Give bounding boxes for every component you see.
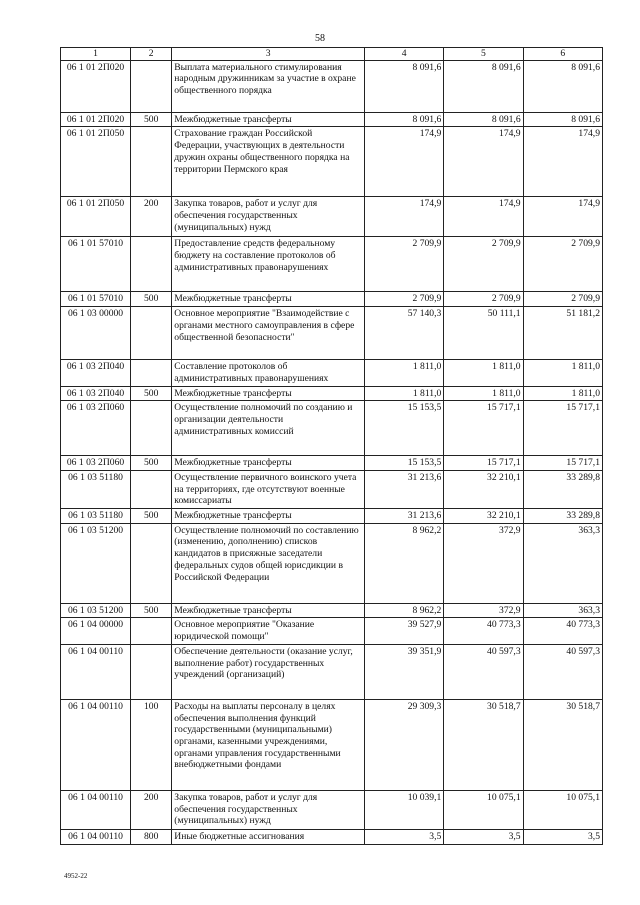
row-value-col6: 40 597,3 [523, 644, 602, 699]
row-value-col5: 10 075,1 [444, 790, 523, 829]
row-value-col5: 174,9 [444, 197, 523, 237]
row-expense-type [131, 307, 172, 360]
row-value-col4: 8 962,2 [364, 523, 443, 603]
row-name: Осуществление полномочий по созданию и организации деятельности административных комиссий [172, 401, 365, 456]
row-name: Осуществление полномочий по составлению (изменению, дополнению) списков кандидатов в присяжные заседатели федеральных судов общей юрисдикции в Российской Федерации [172, 523, 365, 603]
header-row [61, 48, 603, 61]
row-value-col4: 39 351,9 [364, 644, 443, 699]
row-value-col5: 30 518,7 [444, 699, 523, 790]
row-expense-type [131, 523, 172, 603]
row-name: Обеспечение деятельности (оказание услуг, выполнение работ) государственных учреждений (организаций) [172, 644, 365, 699]
row-value-col5: 32 210,1 [444, 509, 523, 524]
row-code: 06 1 04 00110 [61, 829, 131, 844]
row-value-col5: 8 091,6 [444, 60, 523, 112]
row-value-col5: 32 210,1 [444, 470, 523, 508]
row-value-col4: 10 039,1 [364, 790, 443, 829]
row-name: Межбюджетные трансферты [172, 292, 365, 307]
row-code: 06 1 03 51200 [61, 523, 131, 603]
column-header: 4 [364, 48, 443, 61]
row-value-col6: 174,9 [523, 197, 602, 237]
row-expense-type: 200 [131, 790, 172, 829]
row-code: 06 1 01 2П050 [61, 197, 131, 237]
row-value-col4: 3,5 [364, 829, 443, 844]
table-row [61, 603, 603, 618]
page-number: 58 [315, 33, 325, 44]
row-value-col6: 363,3 [523, 523, 602, 603]
table-row [61, 829, 603, 844]
row-expense-type: 500 [131, 112, 172, 127]
row-name: Межбюджетные трансферты [172, 456, 365, 471]
row-code: 06 1 03 2П040 [61, 386, 131, 401]
row-name: Составление протоколов об административных правонарушениях [172, 360, 365, 386]
row-value-col4: 15 153,5 [364, 401, 443, 456]
row-name: Межбюджетные трансферты [172, 112, 365, 127]
table-row [61, 127, 603, 197]
row-value-col4: 15 153,5 [364, 456, 443, 471]
row-value-col6: 3,5 [523, 829, 602, 844]
row-value-col4: 29 309,3 [364, 699, 443, 790]
row-expense-type: 500 [131, 386, 172, 401]
row-value-col4: 174,9 [364, 197, 443, 237]
row-code: 06 1 03 2П060 [61, 401, 131, 456]
row-value-col5: 1 811,0 [444, 360, 523, 386]
column-header: 3 [172, 48, 365, 61]
row-code: 06 1 04 00110 [61, 699, 131, 790]
row-name: Основное мероприятие "Оказание юридической помощи" [172, 618, 365, 644]
row-expense-type: 500 [131, 509, 172, 524]
row-name: Предоставление средств федеральному бюджету на составление протоколов об административных правонарушениях [172, 237, 365, 292]
table-row [61, 523, 603, 603]
table-row [61, 509, 603, 524]
row-value-col4: 57 140,3 [364, 307, 443, 360]
table-row [61, 360, 603, 386]
row-value-col6: 1 811,0 [523, 360, 602, 386]
table-row [61, 618, 603, 644]
row-expense-type: 800 [131, 829, 172, 844]
row-value-col5: 3,5 [444, 829, 523, 844]
row-expense-type [131, 237, 172, 292]
row-value-col5: 50 111,1 [444, 307, 523, 360]
budget-table [60, 47, 603, 845]
table-row [61, 112, 603, 127]
row-expense-type [131, 401, 172, 456]
row-value-col6: 15 717,1 [523, 456, 602, 471]
column-header: 6 [523, 48, 602, 61]
row-code: 06 1 03 00000 [61, 307, 131, 360]
row-value-col6: 33 289,8 [523, 509, 602, 524]
row-code: 06 1 03 51180 [61, 470, 131, 508]
row-code: 06 1 01 57010 [61, 292, 131, 307]
row-value-col5: 1 811,0 [444, 386, 523, 401]
row-expense-type [131, 127, 172, 197]
row-value-col6: 15 717,1 [523, 401, 602, 456]
row-value-col5: 40 597,3 [444, 644, 523, 699]
row-expense-type: 500 [131, 292, 172, 307]
row-value-col6: 2 709,9 [523, 237, 602, 292]
table-row [61, 237, 603, 292]
row-value-col6: 2 709,9 [523, 292, 602, 307]
column-header: 5 [444, 48, 523, 61]
row-name: Межбюджетные трансферты [172, 603, 365, 618]
row-code: 06 1 04 00000 [61, 618, 131, 644]
row-value-col6: 363,3 [523, 603, 602, 618]
row-name: Выплата материального стимулирования народным дружинникам за участие в охране общественного порядка [172, 60, 365, 112]
row-expense-type [131, 360, 172, 386]
row-code: 06 1 01 2П020 [61, 60, 131, 112]
table-row [61, 401, 603, 456]
row-name: Иные бюджетные ассигнования [172, 829, 365, 844]
row-value-col5: 15 717,1 [444, 456, 523, 471]
row-value-col5: 40 773,3 [444, 618, 523, 644]
row-value-col6: 174,9 [523, 127, 602, 197]
table-row [61, 386, 603, 401]
row-value-col5: 8 091,6 [444, 112, 523, 127]
row-value-col4: 1 811,0 [364, 360, 443, 386]
row-value-col5: 174,9 [444, 127, 523, 197]
row-value-col5: 372,9 [444, 603, 523, 618]
row-value-col6: 1 811,0 [523, 386, 602, 401]
row-value-col5: 372,9 [444, 523, 523, 603]
row-value-col4: 8 962,2 [364, 603, 443, 618]
row-value-col6: 8 091,6 [523, 112, 602, 127]
footer-code: 4952-22 [64, 872, 88, 880]
table-row [61, 644, 603, 699]
row-value-col5: 15 717,1 [444, 401, 523, 456]
row-expense-type [131, 470, 172, 508]
row-value-col6: 30 518,7 [523, 699, 602, 790]
row-expense-type: 500 [131, 603, 172, 618]
row-expense-type: 100 [131, 699, 172, 790]
table-row [61, 699, 603, 790]
row-code: 06 1 03 2П040 [61, 360, 131, 386]
row-expense-type [131, 644, 172, 699]
row-name: Расходы на выплаты персоналу в целях обеспечения выполнения функций государственными (муниципальными) органами, казенными учреждениями, органами управления государственными внебюджетными фондами [172, 699, 365, 790]
row-expense-type [131, 60, 172, 112]
row-value-col4: 2 709,9 [364, 237, 443, 292]
table-row [61, 292, 603, 307]
row-name: Страхование граждан Российской Федерации, участвующих в деятельности дружин охраны общественного порядка на территории Пермского края [172, 127, 365, 197]
row-code: 06 1 01 57010 [61, 237, 131, 292]
table-row [61, 470, 603, 508]
row-code: 06 1 01 2П020 [61, 112, 131, 127]
table-body [61, 60, 603, 844]
row-value-col5: 2 709,9 [444, 237, 523, 292]
row-expense-type [131, 618, 172, 644]
row-value-col5: 2 709,9 [444, 292, 523, 307]
row-code: 06 1 04 00110 [61, 644, 131, 699]
table-row [61, 307, 603, 360]
row-value-col4: 8 091,6 [364, 112, 443, 127]
row-expense-type: 200 [131, 197, 172, 237]
row-value-col6: 51 181,2 [523, 307, 602, 360]
row-code: 06 1 04 00110 [61, 790, 131, 829]
row-value-col4: 1 811,0 [364, 386, 443, 401]
row-value-col4: 8 091,6 [364, 60, 443, 112]
row-value-col4: 39 527,9 [364, 618, 443, 644]
column-header: 2 [131, 48, 172, 61]
row-code: 06 1 03 2П060 [61, 456, 131, 471]
table-row [61, 790, 603, 829]
row-value-col4: 31 213,6 [364, 509, 443, 524]
row-expense-type: 500 [131, 456, 172, 471]
row-code: 06 1 01 2П050 [61, 127, 131, 197]
column-header: 1 [61, 48, 131, 61]
row-value-col4: 174,9 [364, 127, 443, 197]
row-name: Осуществление первичного воинского учета на территориях, где отсутствуют военные комиссариаты [172, 470, 365, 508]
row-code: 06 1 03 51180 [61, 509, 131, 524]
row-value-col6: 33 289,8 [523, 470, 602, 508]
row-value-col6: 10 075,1 [523, 790, 602, 829]
table-row [61, 456, 603, 471]
table-row [61, 60, 603, 112]
row-value-col4: 31 213,6 [364, 470, 443, 508]
row-name: Основное мероприятие "Взаимодействие с органами местного самоуправления в сфере общественной безопасности" [172, 307, 365, 360]
row-name: Межбюджетные трансферты [172, 509, 365, 524]
row-value-col6: 8 091,6 [523, 60, 602, 112]
row-value-col6: 40 773,3 [523, 618, 602, 644]
row-code: 06 1 03 51200 [61, 603, 131, 618]
row-name: Закупка товаров, работ и услуг для обеспечения государственных (муниципальных) нужд [172, 197, 365, 237]
row-name: Межбюджетные трансферты [172, 386, 365, 401]
row-name: Закупка товаров, работ и услуг для обеспечения государственных (муниципальных) нужд [172, 790, 365, 829]
row-value-col4: 2 709,9 [364, 292, 443, 307]
table-row [61, 197, 603, 237]
